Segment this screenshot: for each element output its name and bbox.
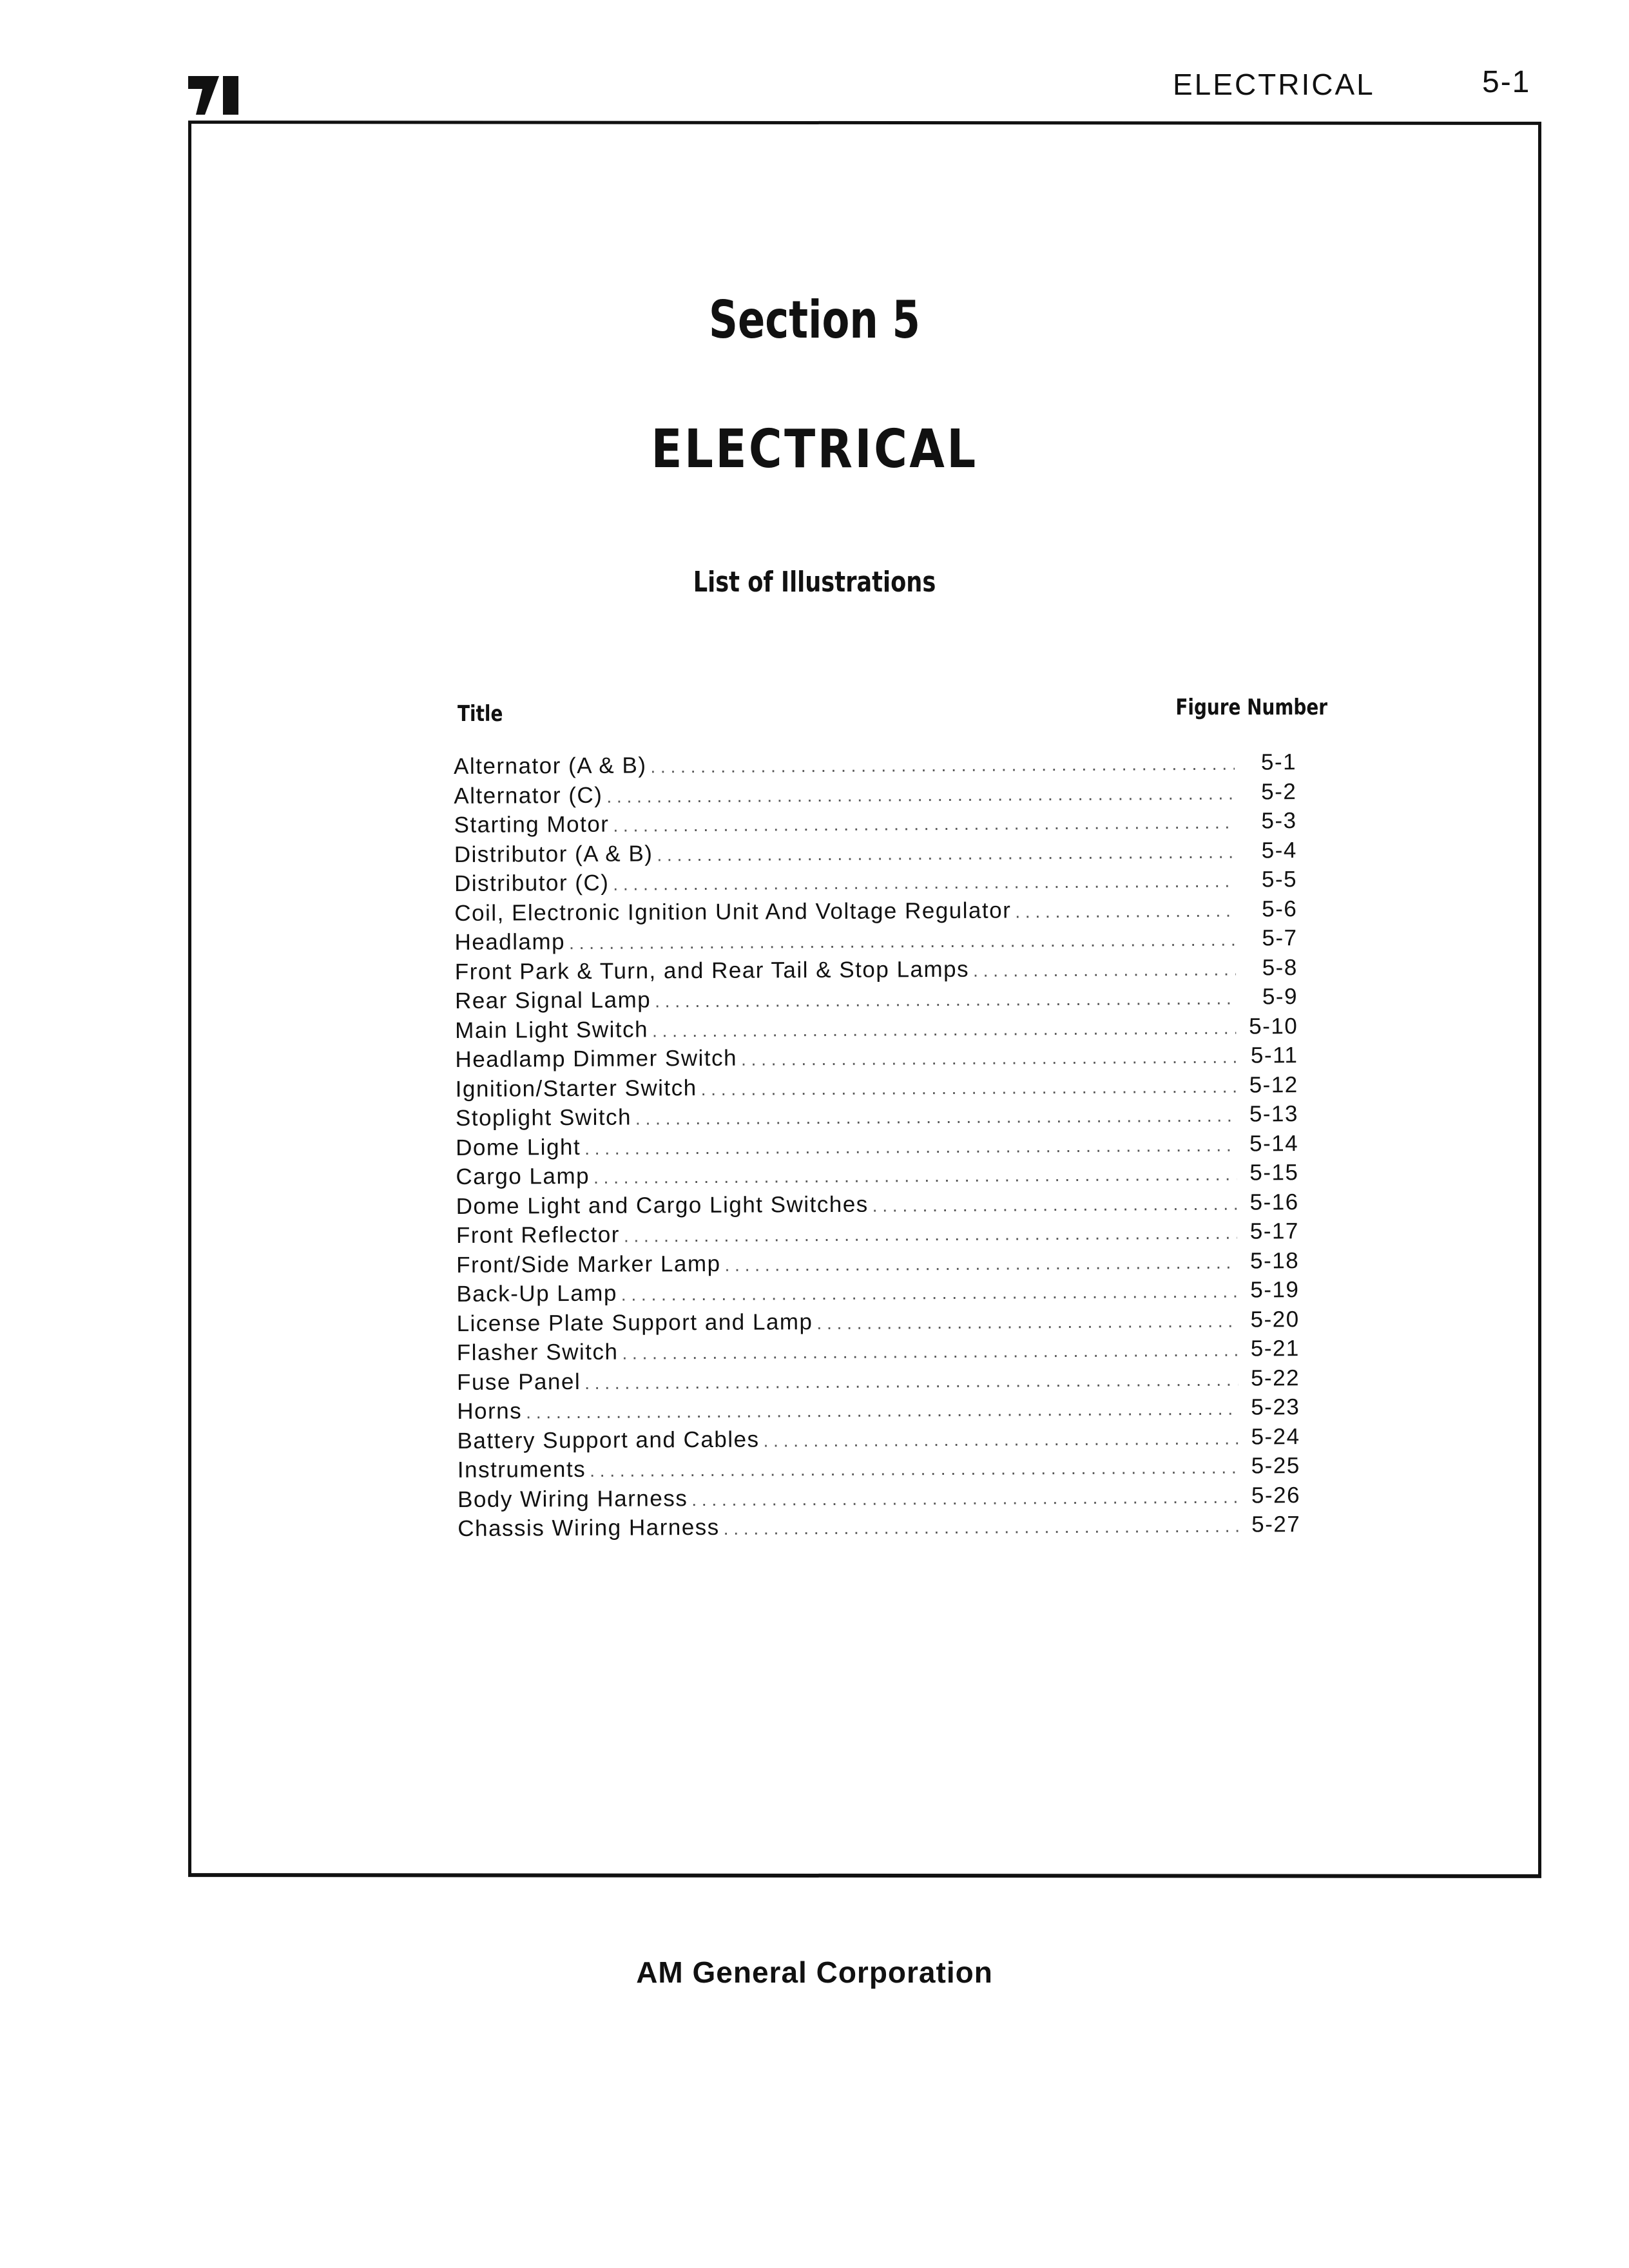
figure-number: 5-13 [1249,1101,1299,1127]
dot-leader [606,783,1235,807]
column-header-title: Title [458,701,503,727]
illustration-title: Alternator (A & B) [454,753,647,779]
figure-number: 5-16 [1249,1189,1299,1215]
dot-leader [973,959,1236,981]
figure-number: 5-6 [1262,896,1298,921]
illustration-title: Cargo Lamp [456,1163,590,1189]
illustration-title: Battery Support and Cables [457,1427,760,1454]
list-item [456,1072,1298,1106]
figure-number: 5-3 [1261,808,1297,834]
list-item [456,1218,1299,1252]
figure-number: 5-10 [1249,1013,1298,1039]
illustration-list [454,749,1300,1545]
dot-leader [816,1311,1237,1333]
list-item [454,749,1296,783]
illustration-title: Back-Up Lamp [456,1280,617,1307]
list-item [454,867,1297,900]
figure-number: 5-22 [1250,1365,1300,1391]
list-item [457,1336,1300,1369]
figure-number: 5-12 [1249,1072,1298,1098]
figure-number: 5-19 [1250,1277,1300,1303]
dot-leader [763,1428,1238,1451]
list-item [455,1014,1298,1047]
list-item [457,1307,1300,1340]
illustration-title: Instruments [457,1456,586,1483]
illustration-title: Front/Side Marker Lamp [456,1251,721,1278]
list-item [457,1394,1300,1428]
dot-leader [652,1017,1236,1041]
illustration-title: Dome Light [456,1134,581,1160]
dot-leader [872,1193,1237,1216]
dot-leader [613,812,1235,836]
list-item [454,925,1297,959]
dot-leader [635,1106,1237,1129]
illustration-title: Rear Signal Lamp [454,987,651,1014]
figure-number: 5-26 [1251,1482,1301,1508]
figure-number: 5-23 [1251,1394,1300,1420]
dot-leader [569,930,1236,954]
list-item [456,1131,1298,1164]
dot-leader [624,1223,1237,1247]
illustration-title: Alternator (C) [454,782,603,809]
dot-leader [526,1399,1238,1423]
list-item [457,1424,1300,1457]
list-item [454,896,1297,930]
illustration-title: Ignition/Starter Switch [455,1075,697,1102]
am-general-logo-icon [188,76,240,115]
figure-number: 5-8 [1262,954,1298,980]
dot-leader [655,988,1236,1012]
illustration-title: Body Wiring Harness [457,1485,688,1512]
figure-number: 5-24 [1251,1423,1300,1450]
page-number: 5-1 [1482,65,1531,99]
list-item [456,1160,1298,1193]
illustration-title: Starting Motor [454,811,610,838]
section-number-heading: Section 5 [709,290,920,350]
illustration-title: Front Park & Turn, and Rear Tail & Stop Lamps [454,956,970,985]
figure-number: 5-9 [1262,984,1298,1010]
dot-leader [657,841,1235,865]
dot-leader [593,1164,1237,1188]
list-item [455,955,1298,988]
list-of-illustrations-heading: List of Illustrations [693,566,936,599]
dot-leader [613,871,1235,895]
illustration-title: License Plate Support and Lamp [456,1309,813,1336]
figure-number: 5-21 [1250,1336,1300,1361]
list-item [455,1043,1298,1076]
illustration-title: Coil, Electronic Ignition Unit And Voltage Regulator [454,897,1012,926]
figure-number: 5-14 [1249,1130,1299,1157]
illustration-title: Chassis Wiring Harness [458,1514,720,1541]
list-item [454,838,1297,871]
list-item [457,1365,1300,1399]
figure-number: 5-20 [1250,1306,1300,1332]
figure-number: 5-2 [1261,778,1297,804]
dot-leader [724,1516,1239,1539]
list-item [456,1277,1299,1311]
column-header-figure-number: Figure Number [1175,695,1327,720]
list-item [458,1453,1300,1486]
dot-leader [621,1282,1238,1305]
list-item [458,1483,1300,1516]
dot-leader [650,754,1235,778]
illustration-title: Dome Light and Cargo Light Switches [456,1191,869,1219]
dot-leader [590,1457,1239,1481]
page-title: ELECTRICAL [651,419,978,480]
figure-number: 5-25 [1251,1453,1300,1479]
illustration-title: Headlamp [454,929,566,955]
list-item [456,1101,1298,1135]
illustration-title: Flasher Switch [456,1339,619,1365]
illustration-title: Fuse Panel [457,1369,581,1395]
figure-number: 5-1 [1260,749,1297,775]
footer-publisher: AM General Corporation [636,1956,993,1989]
figure-number: 5-7 [1262,925,1298,951]
illustration-title: Stoplight Switch [455,1104,632,1131]
illustration-title: Distributor (C) [454,870,610,896]
illustration-title: Horns [457,1398,523,1424]
illustration-title: Main Light Switch [455,1016,649,1043]
figure-number: 5-5 [1261,867,1298,892]
dot-leader [724,1252,1237,1275]
dot-leader [584,1135,1237,1158]
figure-number: 5-27 [1251,1512,1301,1537]
dot-leader [1015,900,1235,922]
list-item [456,1189,1299,1223]
list-item [458,1512,1300,1545]
figure-number: 5-18 [1249,1247,1300,1274]
figure-number: 5-4 [1261,837,1297,863]
figure-number: 5-15 [1249,1160,1299,1186]
figure-number: 5-17 [1249,1218,1299,1244]
list-item [454,808,1296,841]
running-head-title: ELECTRICAL [1173,68,1375,101]
dot-leader [701,1076,1237,1099]
dot-leader [622,1340,1238,1364]
illustration-title: Distributor (A & B) [454,840,653,867]
list-item [456,1248,1299,1282]
dot-leader [584,1369,1238,1393]
list-item [454,779,1296,812]
illustration-title: Headlamp Dimmer Switch [455,1045,738,1072]
dot-leader [741,1047,1237,1070]
illustration-title: Front Reflector [456,1222,620,1248]
dot-leader [691,1486,1239,1510]
figure-number: 5-11 [1250,1043,1298,1068]
list-item [455,984,1298,1017]
